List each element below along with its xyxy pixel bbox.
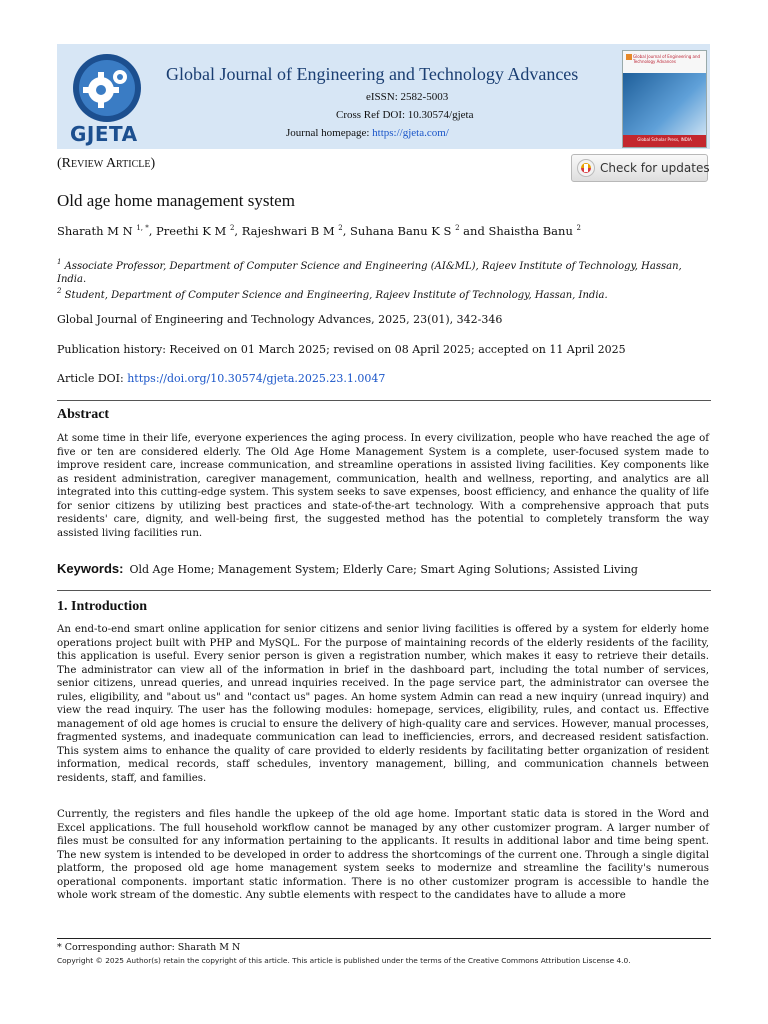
author: Preethi K M — [156, 224, 227, 238]
abstract-heading: Abstract — [57, 407, 110, 422]
cover-logo-icon — [626, 54, 632, 60]
article-doi-link[interactable]: https://doi.org/10.30574/gjeta.2025.23.1.0047 — [127, 372, 386, 385]
cover-footer: Global Scholar Press, INDIA — [637, 137, 692, 142]
abstract-text: At some time in their life, everyone experiences the aging process. In every civilization, people who have reached the age of five or ten are considered elderly. The Old Age Home Management System is a complete, user-focused system made to improve resident care, increase communication, and streamline operations in assisted living facilities. Key components like as resident administration, caregiver management, communication, health and wellness, reporting, and analytics are all integrated into this cutting-edge system. This system seeks to save expenses, boost efficiency, and enhance the quality of life for senior citizens by utilizing best practices and state-of-the-art technology. With a comprehensive approach that puts residents' care, dignity, and well-being first, the suggested method has the potential to completely transform the way assisted living facilities run. — [57, 433, 709, 539]
divider — [57, 590, 711, 591]
introduction-paragraph: An end-to-end smart online application for senior citizens and senior living facilities is offered by a system for elderly home operations project built with PHP and MySQL. For the purpose of maintaining records of the elderly residents of the facility, this application is useful. Every senior person is given a registration number, which makes it easy to retrieve their details. The administrator can view all of the information in brief in the dashboard part, including the total number of services, senior citizens, unread queries, and unread inquiries received. In the page service part, the administrator can oversee the rules, eligibility, and "about us" and "contact us" pages. An home system Admin can read a new inquiry (unread inquiry) and view the read inquiry. The user has the following modules: homepage, services, eligibility, rules, and contact us. Effective management of old age homes is crucial to ensure the delivery of high-quality care and services. However, manual processes, fragmented systems, and inadequate communication can lead to inefficiencies, errors, and decreased resident satisfaction. This system aims to enhance the quality of care provided to elderly residents by facilitating better organization of resident information, medical records, staff schedules, inventory management, billing, and communication channels between residents, staff, and families. — [57, 624, 709, 785]
article-type: (Review Article) — [57, 156, 156, 171]
article-title: Old age home management system — [57, 191, 295, 210]
copyright-notice: Copyright © 2025 Author(s) retain the copyright of this article. This article is published under the terms of the Creative Commons Attribution Liscense 4.0. — [57, 956, 631, 965]
keywords-text: Old Age Home; Management System; Elderly Care; Smart Aging Solutions; Assisted Living — [129, 563, 638, 576]
affiliation: $^1$ Associate Professor, Department of Computer Science and Engineering (AI&ML), Rajeev Institute of Technology, Hassan, India. — [57, 258, 682, 285]
author: Suhana Banu K S — [350, 224, 452, 238]
divider — [57, 400, 711, 401]
journal-title: Global Journal of Engineering and Technology Advances — [166, 64, 579, 84]
cover-title: Global Journal of Engineering and Technology Advances — [633, 54, 701, 64]
introduction-paragraph: Currently, the registers and files handle the upkeep of the old age home. Important static data is stored in the Word and Excel applications. The full household workflow cannot be managed by any other customizer program. A larger number of files must be consulted for any information pertaining to the applicants. It results in additional labor and time being spent. The new system is intended to be developed in order to address the shortcomings of the current one. Through a single digital platform, the proposed old age home management system seeks to modernize and streamline the facility's numerous operational components. important static information. There is no other customizer program is accessible to handle the whole work stream of the domestic. Any subtle elements with respect to the candidates have to allude a more — [57, 809, 709, 902]
check-for-updates-label: Check for updates — [600, 161, 710, 175]
footnote-divider — [57, 938, 711, 939]
affiliation: $^2$ Student, Department of Computer Science and Engineering, Rajeev Institute of Technology, Hassan, India. — [57, 287, 608, 301]
homepage-label: Journal homepage: — [286, 127, 373, 139]
author: Shaistha Banu — [488, 224, 573, 238]
journal-cover-thumbnail — [622, 50, 707, 148]
author: Rajeshwari B M — [241, 224, 335, 238]
corresponding-author: * Corresponding author: Sharath M N — [57, 942, 241, 953]
publication-history: Publication history: Received on 01 March 2025; revised on 08 April 2025; accepted on 11 April 2025 — [57, 343, 626, 356]
keywords — [57, 561, 638, 576]
introduction-heading: 1. Introduction — [57, 599, 147, 614]
crossref-doi: Cross Ref DOI: 10.30574/gjeta — [336, 109, 474, 121]
article-doi: Article DOI: https://doi.org/10.30574/gjeta.2025.23.1.0047 — [57, 372, 386, 385]
homepage-link[interactable]: https://gjeta.com/ — [372, 127, 449, 139]
journal-citation: Global Journal of Engineering and Technology Advances, 2025, 23(01), 342-346 — [57, 313, 503, 326]
author-list: Sharath M N $^{1, *}$, Preethi K M $^2$, Rajeshwari B M $^2$, Suhana Banu K S $^2$ and Shaistha Banu $^2$ — [57, 224, 581, 238]
keywords-label: Keywords: — [57, 561, 124, 576]
cover-robot-image — [623, 73, 706, 135]
journal-logo-text: GJETA — [70, 122, 138, 146]
check-for-updates-button[interactable] — [571, 154, 708, 182]
eissn: eISSN: 2582-5003 — [366, 91, 449, 103]
author: Sharath M N — [57, 224, 133, 238]
journal-homepage — [286, 127, 449, 139]
crossmark-icon — [577, 159, 595, 177]
